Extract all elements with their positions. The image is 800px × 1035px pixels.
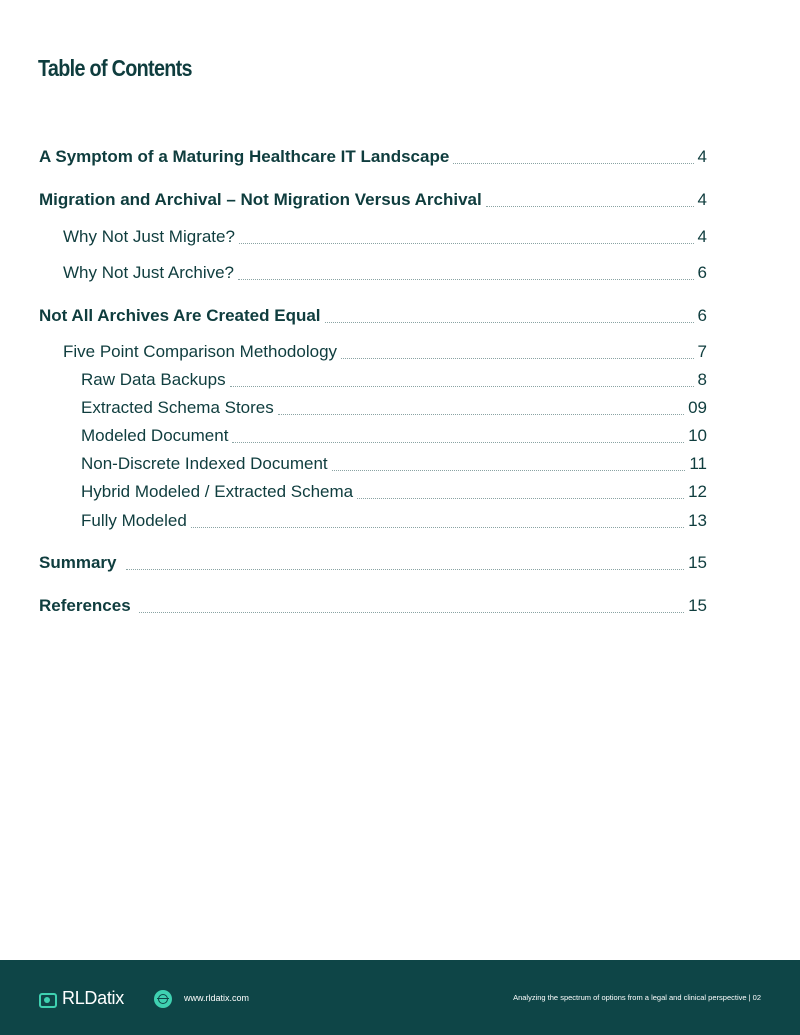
toc-entry-label: Modeled Document — [81, 426, 229, 445]
toc-dot-leader — [232, 442, 684, 443]
website-link[interactable]: www.rldatix.com — [184, 993, 250, 1003]
toc-entry-summary[interactable] — [39, 549, 707, 573]
toc-entry-non-discrete-indexed[interactable] — [81, 450, 707, 474]
toc-entry-label: References — [39, 596, 131, 615]
globe-icon — [154, 990, 172, 1008]
toc-entry-extracted-schema-stores[interactable] — [81, 394, 707, 418]
toc-page-number: 4 — [697, 147, 707, 166]
toc-entry-label: Why Not Just Migrate? — [63, 227, 235, 246]
toc-entry-label: Migration and Archival – Not Migration Versus Archival — [39, 190, 482, 209]
toc-dot-leader — [230, 386, 694, 387]
toc-entry-label: Five Point Comparison Methodology — [63, 342, 338, 361]
toc-dot-leader — [191, 527, 684, 528]
toc-page-number: 15 — [688, 553, 707, 572]
toc-entry-why-not-migrate[interactable] — [63, 223, 707, 247]
toc-entry-label: Fully Modeled — [81, 511, 187, 530]
toc-dot-leader — [126, 569, 684, 570]
toc-dot-leader — [357, 498, 684, 499]
toc-page-number: 12 — [688, 482, 707, 501]
toc-dot-leader — [453, 163, 693, 164]
toc-dot-leader — [139, 612, 684, 613]
toc-entry-label: Summary — [39, 553, 117, 572]
toc-entry-modeled-document[interactable] — [81, 422, 707, 446]
footer-tagline: Analyzing the spectrum of options from a legal and clinical perspective | 02 — [513, 993, 761, 1002]
toc-page-number: 7 — [697, 342, 707, 361]
toc-entry-references[interactable] — [39, 592, 707, 616]
toc-entry-fully-modeled[interactable] — [81, 507, 707, 531]
toc-page-number: 11 — [689, 454, 707, 473]
toc-entry-raw-data-backups[interactable] — [81, 366, 707, 390]
page-title: Table of Contents — [38, 55, 192, 81]
rldatix-logo-icon — [38, 991, 56, 1007]
toc-entry-label: Raw Data Backups — [81, 370, 226, 389]
toc-page-number: 8 — [697, 370, 707, 389]
toc-entry-five-point-methodology[interactable] — [63, 338, 707, 362]
toc-page-number: 13 — [688, 511, 707, 530]
toc-dot-leader — [486, 206, 694, 207]
toc-entry-label: A Symptom of a Maturing Healthcare IT Landscape — [39, 147, 450, 166]
toc-entry-label: Extracted Schema Stores — [81, 398, 274, 417]
toc-entry-archives-not-equal[interactable] — [39, 302, 707, 326]
toc-dot-leader — [332, 470, 686, 471]
page-footer — [0, 960, 800, 1035]
toc-page-number: 09 — [688, 398, 707, 417]
toc-entry-maturing-landscape[interactable] — [39, 143, 707, 167]
toc-page-number: 4 — [697, 190, 707, 209]
toc-entry-migration-and-archival[interactable] — [39, 186, 707, 210]
brand-name: RLDatix — [62, 988, 124, 1008]
brand-logo[interactable] — [38, 988, 124, 1009]
toc-dot-leader — [341, 358, 694, 359]
toc-dot-leader — [238, 279, 694, 280]
toc-page-number: 6 — [697, 263, 707, 282]
toc-page-number: 10 — [688, 426, 707, 445]
toc-entry-label: Hybrid Modeled / Extracted Schema — [81, 482, 354, 501]
toc-dot-leader — [325, 322, 694, 323]
toc-entry-hybrid-modeled[interactable] — [81, 478, 707, 502]
toc-page-number: 6 — [697, 306, 707, 325]
toc-entry-label: Not All Archives Are Created Equal — [39, 306, 321, 325]
toc-page-number: 4 — [697, 227, 707, 246]
toc-dot-leader — [278, 414, 684, 415]
toc-dot-leader — [239, 243, 694, 244]
toc-entry-label: Why Not Just Archive? — [63, 263, 235, 282]
toc-entry-label: Non-Discrete Indexed Document — [81, 454, 328, 473]
toc-page-number: 15 — [688, 596, 707, 615]
toc-entry-why-not-archive[interactable] — [63, 259, 707, 283]
